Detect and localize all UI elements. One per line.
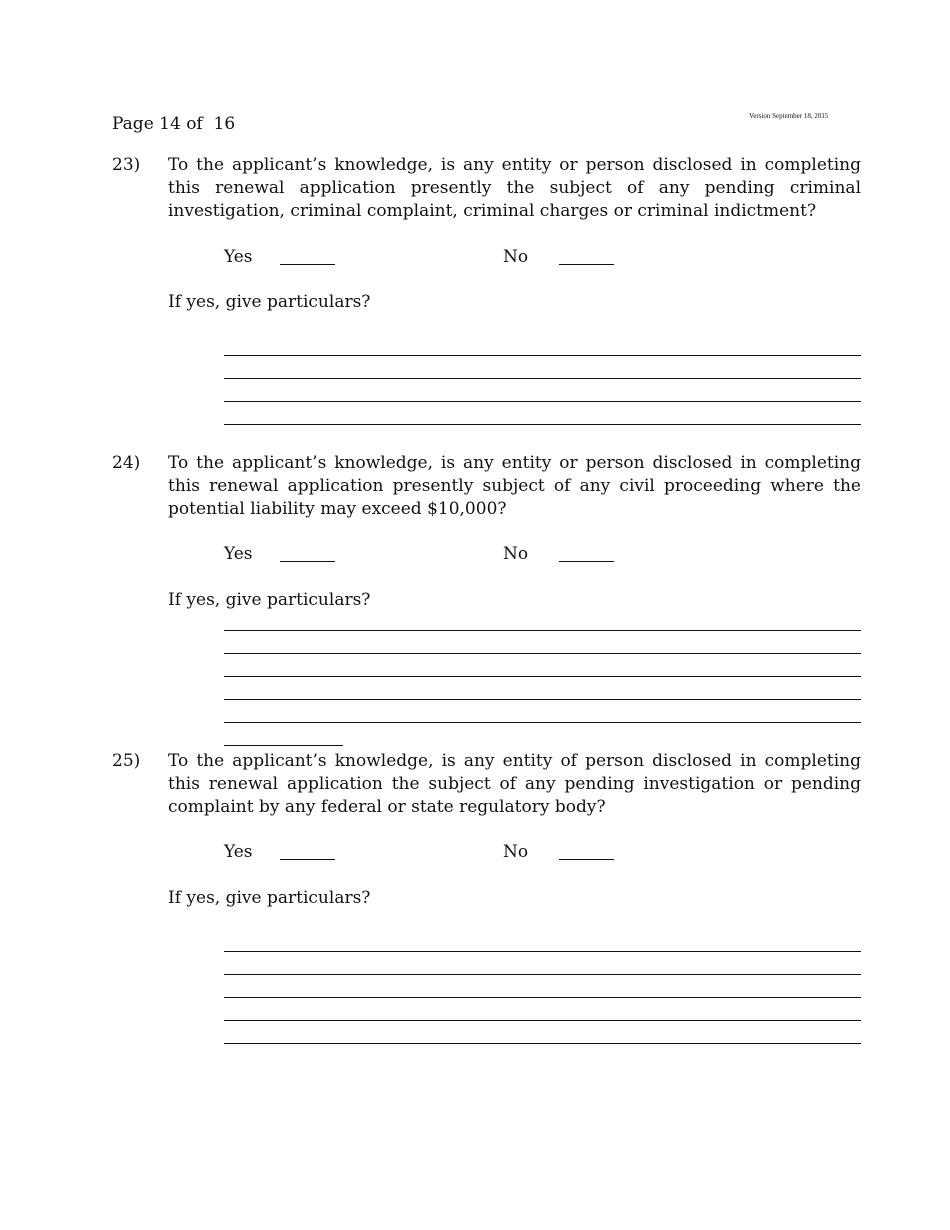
question-23-no-blank[interactable] bbox=[559, 264, 614, 265]
question-24-text bbox=[168, 452, 861, 521]
question-24-answer-line[interactable] bbox=[224, 653, 861, 654]
question-24-line-3: potential liability may exceed $10,000? bbox=[168, 499, 507, 519]
question-25-number: 25) bbox=[112, 751, 141, 771]
question-23-line-3: investigation, criminal complaint, criminal charges or criminal indictment? bbox=[168, 201, 817, 221]
question-25-no-label: No bbox=[503, 842, 529, 862]
question-25-answer-line[interactable] bbox=[224, 1043, 861, 1044]
question-23-answer-line[interactable] bbox=[224, 355, 861, 356]
page-number: Page 14 of 16 bbox=[112, 114, 236, 134]
question-25-yes-blank[interactable] bbox=[280, 859, 335, 860]
question-23-no-label: No bbox=[503, 247, 529, 267]
question-25-answer-line[interactable] bbox=[224, 1020, 861, 1021]
question-23-answer-line[interactable] bbox=[224, 424, 861, 425]
question-23-line-2: this renewal application presently the subject of any pending criminal bbox=[168, 178, 861, 198]
question-25-answer-line[interactable] bbox=[224, 997, 861, 998]
question-25-answer-line[interactable] bbox=[224, 974, 861, 975]
question-24-line-1: To the applicant’s knowledge, is any entity or person disclosed in completing bbox=[168, 453, 861, 473]
question-23-particulars-label: If yes, give particulars? bbox=[168, 292, 371, 312]
question-25-text bbox=[168, 750, 861, 819]
question-25-no-blank[interactable] bbox=[559, 859, 614, 860]
question-24-yes-blank[interactable] bbox=[280, 561, 335, 562]
question-25-line-3: complaint by any federal or state regulatory body? bbox=[168, 797, 606, 817]
question-24-no-blank[interactable] bbox=[559, 561, 614, 562]
question-23-text bbox=[168, 154, 861, 223]
question-24-answer-line[interactable] bbox=[224, 722, 861, 723]
question-24-yes-label: Yes bbox=[224, 544, 253, 564]
version-note: Version September 18, 2015 bbox=[749, 112, 829, 120]
question-25-line-2: this renewal application the subject of any pending investigation or pending bbox=[168, 774, 861, 794]
question-24-answer-line[interactable] bbox=[224, 676, 861, 677]
question-25-line-1: To the applicant’s knowledge, is any entity of person disclosed in completing bbox=[168, 751, 861, 771]
question-24-answer-line[interactable] bbox=[224, 630, 861, 631]
question-23-answer-line[interactable] bbox=[224, 378, 861, 379]
question-23-yes-blank[interactable] bbox=[280, 264, 335, 265]
question-24-particulars-label: If yes, give particulars? bbox=[168, 590, 371, 610]
question-24-answer-line[interactable] bbox=[224, 699, 861, 700]
question-24-answer-line-short[interactable] bbox=[224, 745, 343, 746]
question-25-answer-line[interactable] bbox=[224, 951, 861, 952]
question-23-line-1: To the applicant’s knowledge, is any entity or person disclosed in completing bbox=[168, 155, 861, 175]
question-25-yes-label: Yes bbox=[224, 842, 253, 862]
question-23-yes-label: Yes bbox=[224, 247, 253, 267]
question-25-particulars-label: If yes, give particulars? bbox=[168, 888, 371, 908]
question-24-no-label: No bbox=[503, 544, 529, 564]
question-23-answer-line[interactable] bbox=[224, 401, 861, 402]
question-24-line-2: this renewal application presently subject of any civil proceeding where the bbox=[168, 476, 861, 496]
question-23-number: 23) bbox=[112, 155, 141, 175]
question-24-number: 24) bbox=[112, 453, 141, 473]
